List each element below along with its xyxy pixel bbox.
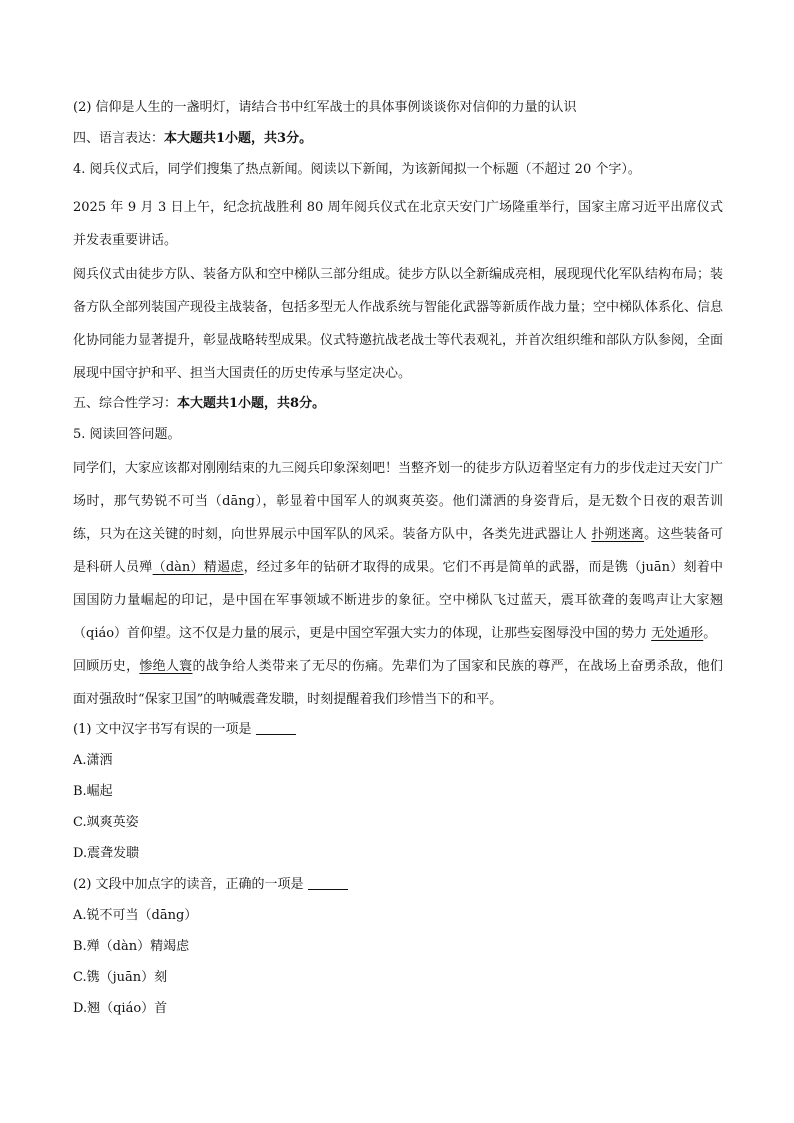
section-4-heading xyxy=(73,129,723,149)
subquestion-2-option-d: D.翘（qiáo）首 xyxy=(73,1001,168,1016)
section-4-prefix: 四、语言表达： xyxy=(73,131,165,146)
reading-text-c: ，经过多年的钻研才取得的成果。它们不再是简单的武器，而是镌（juān）刻着中国国防力量崛起的印记，是中国在军事领域不断进步的象征。空中梯队飞过蓝天，震耳欲聋的轰鸣声让大家翘（qiáo）首仰望。这不仅是力量的展示，更是中国空军强大实力的体现，让那些妄图辱没中国的势力 xyxy=(73,560,723,641)
section-5-score: 本大题共1小题，共8分。 xyxy=(177,396,326,411)
question-2-prev: (2) 信仰是人生的一盏明灯，请结合书中红军战士的具体事例谈谈你对信仰的力量的认识 xyxy=(73,100,577,115)
section-5-heading xyxy=(73,394,723,414)
subquestion-2-option-c: C.镌（juān）刻 xyxy=(73,970,168,985)
section-4-score: 本大题共1小题，共3分。 xyxy=(164,131,313,146)
subquestion-2-option-b: B.殚（dàn）精竭虑 xyxy=(73,939,190,954)
underlined-term-3: 无处遁形 xyxy=(651,626,704,641)
reading-text-d: 。 xyxy=(703,626,717,641)
question-5-prompt: 5. 阅读回答问题。 xyxy=(73,427,181,442)
answer-blank-1[interactable] xyxy=(256,720,296,735)
underlined-term-1: 扑朔迷离 xyxy=(591,527,645,542)
question-4-prompt: 4. 阅兵仪式后，同学们搜集了热点新闻。阅读以下新闻，为该新闻拟一个标题（不超过 20 个字）。 xyxy=(73,162,641,177)
subquestion-1-text: (1) 文中汉字书写有误的一项是 xyxy=(73,722,252,737)
reading-text-f: 的战争给人类带来了无尽的伤痛。先辈们为了国家和民族的尊严，在战场上奋勇杀敌，他们面对强敌时“保家卫国”的呐喊震聋发聩，时刻提醒着我们珍惜当下的和平。 xyxy=(73,659,723,707)
underlined-term-2: （dàn）精遏虑 xyxy=(152,560,244,575)
subquestion-1-option-b: B.崛起 xyxy=(73,784,113,799)
subquestion-1-option-c: C.飒爽英姿 xyxy=(73,815,139,830)
news-paragraph-2: 阅兵仪式由徒步方队、装备方队和空中梯队三部分组成。徒步方队以全新编成亮相，展现现代化军队结构布局；装备方队全部列装国产现役主战装备，包括多型无人作战系统与智能化武器等新质作战力量；空中梯队体系化、信息化协同能力显著提升，彰显战略转型成果。仪式特邀抗战老战士等代表观礼，并首次组织维和部队方队参阅，全面展现中国守护和平、担当大国责任的历史传承与坚定决心。 xyxy=(73,267,724,381)
reading-paragraph-2 xyxy=(73,650,723,716)
subquestion-1-option-d: D.震聋发聩 xyxy=(73,846,140,861)
reading-text-a: 同学们，大家应该都对刚刚结束的九三阅兵印象深刻吧！当整齐划一的徒步方队迈着坚定有力的步伐走过天安门广场时，那气势锐不可当（dāng），彰显着中国军人的飒爽英姿。他们潇洒的身姿背后，是无数个日夜的艰苦训练，只为在这关键的时刻，向世界展示中国军队的风采。装备方队中，各类先进武器让人 xyxy=(73,461,724,542)
subquestion-2-option-a: A.锐不可当（dāng） xyxy=(73,908,198,923)
answer-blank-2[interactable] xyxy=(308,875,348,890)
reading-paragraph-1 xyxy=(73,452,723,650)
section-5-prefix: 五、综合性学习： xyxy=(73,396,178,411)
underlined-term-4: 惨绝人寰 xyxy=(139,659,193,674)
exam-page xyxy=(73,98,723,1030)
reading-text-b: 。这些装备可是科研人员殚 xyxy=(73,527,723,575)
subquestion-1-option-a: A.潇洒 xyxy=(73,753,113,768)
news-paragraph-1: 2025 年 9 月 3 日上午，纪念抗战胜利 80 周年阅兵仪式在北京天安门广场隆重举行，国家主席习近平出席仪式并发表重要讲话。 xyxy=(73,200,723,248)
subquestion-2-text: (2) 文段中加点字的读音，正确的一项是 xyxy=(73,877,304,892)
subquestion-1-prompt xyxy=(73,720,723,740)
reading-text-e: 回顾历史， xyxy=(73,659,140,674)
subquestion-2-prompt xyxy=(73,875,723,895)
